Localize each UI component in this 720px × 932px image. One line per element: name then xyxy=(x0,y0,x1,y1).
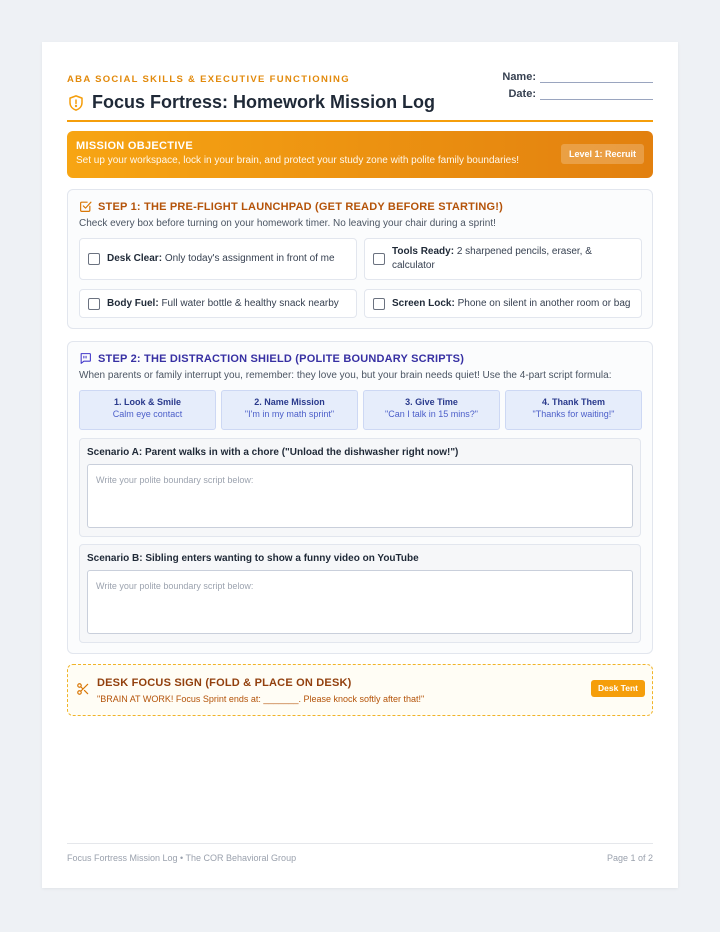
checklist-item-desk-clear[interactable] xyxy=(79,238,357,280)
page-number: Page 1 of 2 xyxy=(606,853,653,863)
scenario-title: Scenario B: Sibling enters wanting to show a funny video on YouTube xyxy=(87,553,419,564)
mission-text: Set up your workspace, lock in your brain, and protect your study zone with polite family boundaries! xyxy=(76,155,520,166)
item-label: Tools Ready: xyxy=(392,246,455,257)
answer-placeholder: Write your polite boundary script below: xyxy=(96,475,254,485)
desk-sign-text: "BRAIN AT WORK! Focus Sprint ends at: _______. Please knock softly after that!" xyxy=(97,694,425,704)
date-field[interactable] xyxy=(502,83,653,100)
chat-quote-icon xyxy=(79,352,92,365)
name-label: Name: xyxy=(502,71,536,83)
checkbox[interactable] xyxy=(373,253,385,265)
answer-placeholder: Write your polite boundary script below: xyxy=(96,581,254,591)
mission-title: MISSION OBJECTIVE xyxy=(76,140,193,152)
footer-credit: Focus Fortress Mission Log • The COR Behavioral Group xyxy=(67,853,297,863)
step1-heading xyxy=(79,200,503,213)
script-step-thank-them xyxy=(505,390,642,430)
item-label: Body Fuel: xyxy=(107,297,159,309)
script-step-look-smile xyxy=(79,390,216,430)
item-text: Only today's assignment in front of me xyxy=(164,253,335,264)
item-label: Screen Lock: xyxy=(392,297,455,309)
header xyxy=(67,70,653,122)
name-line[interactable] xyxy=(540,74,653,83)
desk-tent-badge: Desk Tent xyxy=(591,680,645,697)
step2-description: When parents or family interrupt you, remember: they love you, but your brain needs quiet! Use the 4-part script formula: xyxy=(79,370,612,381)
checklist-item-body-fuel[interactable] xyxy=(79,289,357,318)
date-label: Date: xyxy=(508,88,536,100)
script-step-name-mission xyxy=(221,390,358,430)
item-text: Full water bottle & healthy snack nearby xyxy=(161,297,339,309)
item-text: 2 sharpened pencils, eraser, & calculator xyxy=(392,246,592,271)
step1-card xyxy=(67,189,653,329)
desk-focus-sign xyxy=(67,664,653,716)
name-field[interactable] xyxy=(502,66,653,83)
worksheet-page xyxy=(42,42,678,888)
script-step-give-time xyxy=(363,390,500,430)
date-line[interactable] xyxy=(540,91,653,100)
checkbox[interactable] xyxy=(88,298,100,310)
desk-sign-title: DESK FOCUS SIGN (FOLD & PLACE ON DESK) xyxy=(97,677,352,689)
mission-banner xyxy=(67,131,653,178)
step1-title: STEP 1: THE PRE-FLIGHT LAUNCHPAD (GET READY BEFORE STARTING!) xyxy=(98,200,503,213)
item-label: Desk Clear: xyxy=(107,253,163,264)
checkbox[interactable] xyxy=(373,298,385,310)
subtitle: ABA SOCIAL SKILLS & EXECUTIVE FUNCTIONING xyxy=(67,74,350,85)
scenario-title: Scenario A: Parent walks in with a chore ("Unload the dishwasher right now!") xyxy=(87,447,459,458)
script-step-title: 4. Thank Them xyxy=(541,397,605,407)
shield-icon xyxy=(67,94,85,112)
script-step-title: 1. Look & Smile xyxy=(113,397,182,407)
checklist-item-tools-ready[interactable] xyxy=(364,238,642,280)
scenario-a xyxy=(79,438,641,537)
scenario-a-answer-box[interactable] xyxy=(87,464,633,528)
script-step-title: 3. Give Time xyxy=(405,397,458,407)
script-step-sub: "Thanks for waiting!" xyxy=(532,409,615,419)
checklist-item-screen-lock[interactable] xyxy=(364,289,642,318)
level-badge: Level 1: Recruit xyxy=(561,144,644,164)
checkbox-square-icon xyxy=(79,200,92,213)
scissors-icon xyxy=(76,682,90,696)
page-title: Focus Fortress: Homework Mission Log xyxy=(92,92,436,112)
step2-card xyxy=(67,341,653,654)
script-step-sub: "I'm in my math sprint" xyxy=(244,409,335,419)
title-row xyxy=(67,92,435,113)
footer xyxy=(67,843,653,863)
scenario-b xyxy=(79,544,641,643)
step1-description: Check every box before turning on your homework timer. No leaving your chair during a sprint! xyxy=(79,218,496,229)
scenario-b-answer-box[interactable] xyxy=(87,570,633,634)
script-step-title: 2. Name Mission xyxy=(254,397,325,407)
script-step-sub: "Can I talk in 15 mins?" xyxy=(385,409,478,419)
checkbox[interactable] xyxy=(88,253,100,265)
step2-heading xyxy=(79,352,464,365)
step2-title: STEP 2: THE DISTRACTION SHIELD (POLITE BOUNDARY SCRIPTS) xyxy=(98,352,465,365)
item-text: Phone on silent in another room or bag xyxy=(457,297,631,309)
script-step-sub: Calm eye contact xyxy=(112,409,183,419)
name-date-fields xyxy=(502,66,653,100)
